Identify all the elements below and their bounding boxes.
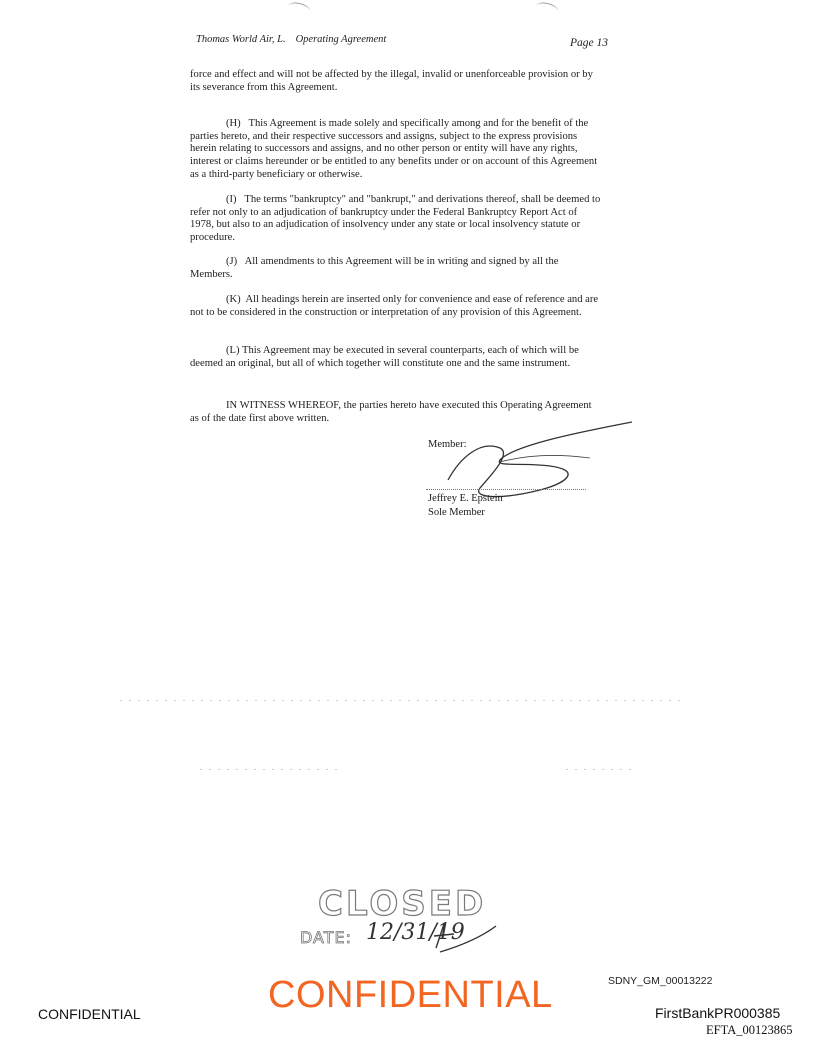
paragraph-label: (H) [226,118,241,129]
paragraph-k [190,294,602,319]
page-number: Page 13 [570,37,609,49]
stamp-date-value: 12/31/19 [366,920,465,945]
running-header [196,34,386,45]
initials-icon [430,918,500,958]
paragraph-text: All headings herein are inserted only for convenience and ease of reference and are not to be considered in the construction or interpretation of any provision of this Agreement. [190,294,599,318]
paragraph-l [190,345,602,370]
paragraph-label: (I) [226,194,237,205]
signer-name: Jeffrey E. Epstein [428,493,503,504]
scan-noise [200,769,340,770]
signature-line [426,489,586,490]
confidential-label-left: CONFIDENTIAL [38,1006,141,1022]
efta-number: EFTA_00123865 [706,1023,793,1037]
paragraph-text: All amendments to this Agreement will be in writing and signed by all the Members. [190,256,559,280]
stamp-date-label: DATE: [300,928,353,947]
paragraph-text: IN WITNESS WHEREOF, the parties hereto have executed this Operating Agreement as of the date first above written. [190,400,592,424]
scan-noise [120,700,680,701]
paragraph-j [190,256,602,281]
header-document-title: Operating Agreement [295,34,387,45]
paragraph-text: This Agreement is made solely and specifically among and for the benefit of the parties hereto, and their respective successors and assigns, subject to the express provisions herein relating to successors and assigns, and no other person or entity will have any rights, interest or claims hereunder or be entitled to any benefits under or on account of this Agreement as a third-party beneficiary or otherwise. [190,118,598,180]
signer-title: Sole Member [428,507,485,518]
paragraph-label: (L) [226,345,240,356]
paragraph-g-continued [190,69,602,94]
header-company: Thomas World Air, L. [196,34,286,45]
paragraph-label: (J) [226,256,238,267]
paragraph-text: The terms "bankruptcy" and "bankrupt," and derivations thereof, shall be deemed to refer not only to an adjudication of bankruptcy under the Federal Bankruptcy Report Act of 1978, but also to an adjudication of insolvency under any state or local insolvency statute or procedure. [190,194,601,244]
closed-stamp: CLOSED [318,884,487,924]
member-label: Member: [428,439,467,450]
paragraph-h [190,118,602,182]
scan-noise [566,769,636,770]
paragraph-text: This Agreement may be executed in several counterparts, each of which will be deemed an original, but all of which together will constitute one and the same instrument. [190,345,579,369]
scan-mark [535,1,559,17]
bates-number-bottom: FirstBankPR000385 [655,1005,781,1021]
paragraph-i [190,194,602,245]
paragraph-label: (K) [226,294,241,305]
paragraph-text: force and effect and will not be affected by the illegal, invalid or unenforceable provision or by its severance from this Agreement. [190,69,593,93]
confidential-watermark: CONFIDENTIAL [268,974,553,1016]
bates-number-top: SDNY_GM_00013222 [608,975,713,987]
scan-mark [287,1,311,17]
